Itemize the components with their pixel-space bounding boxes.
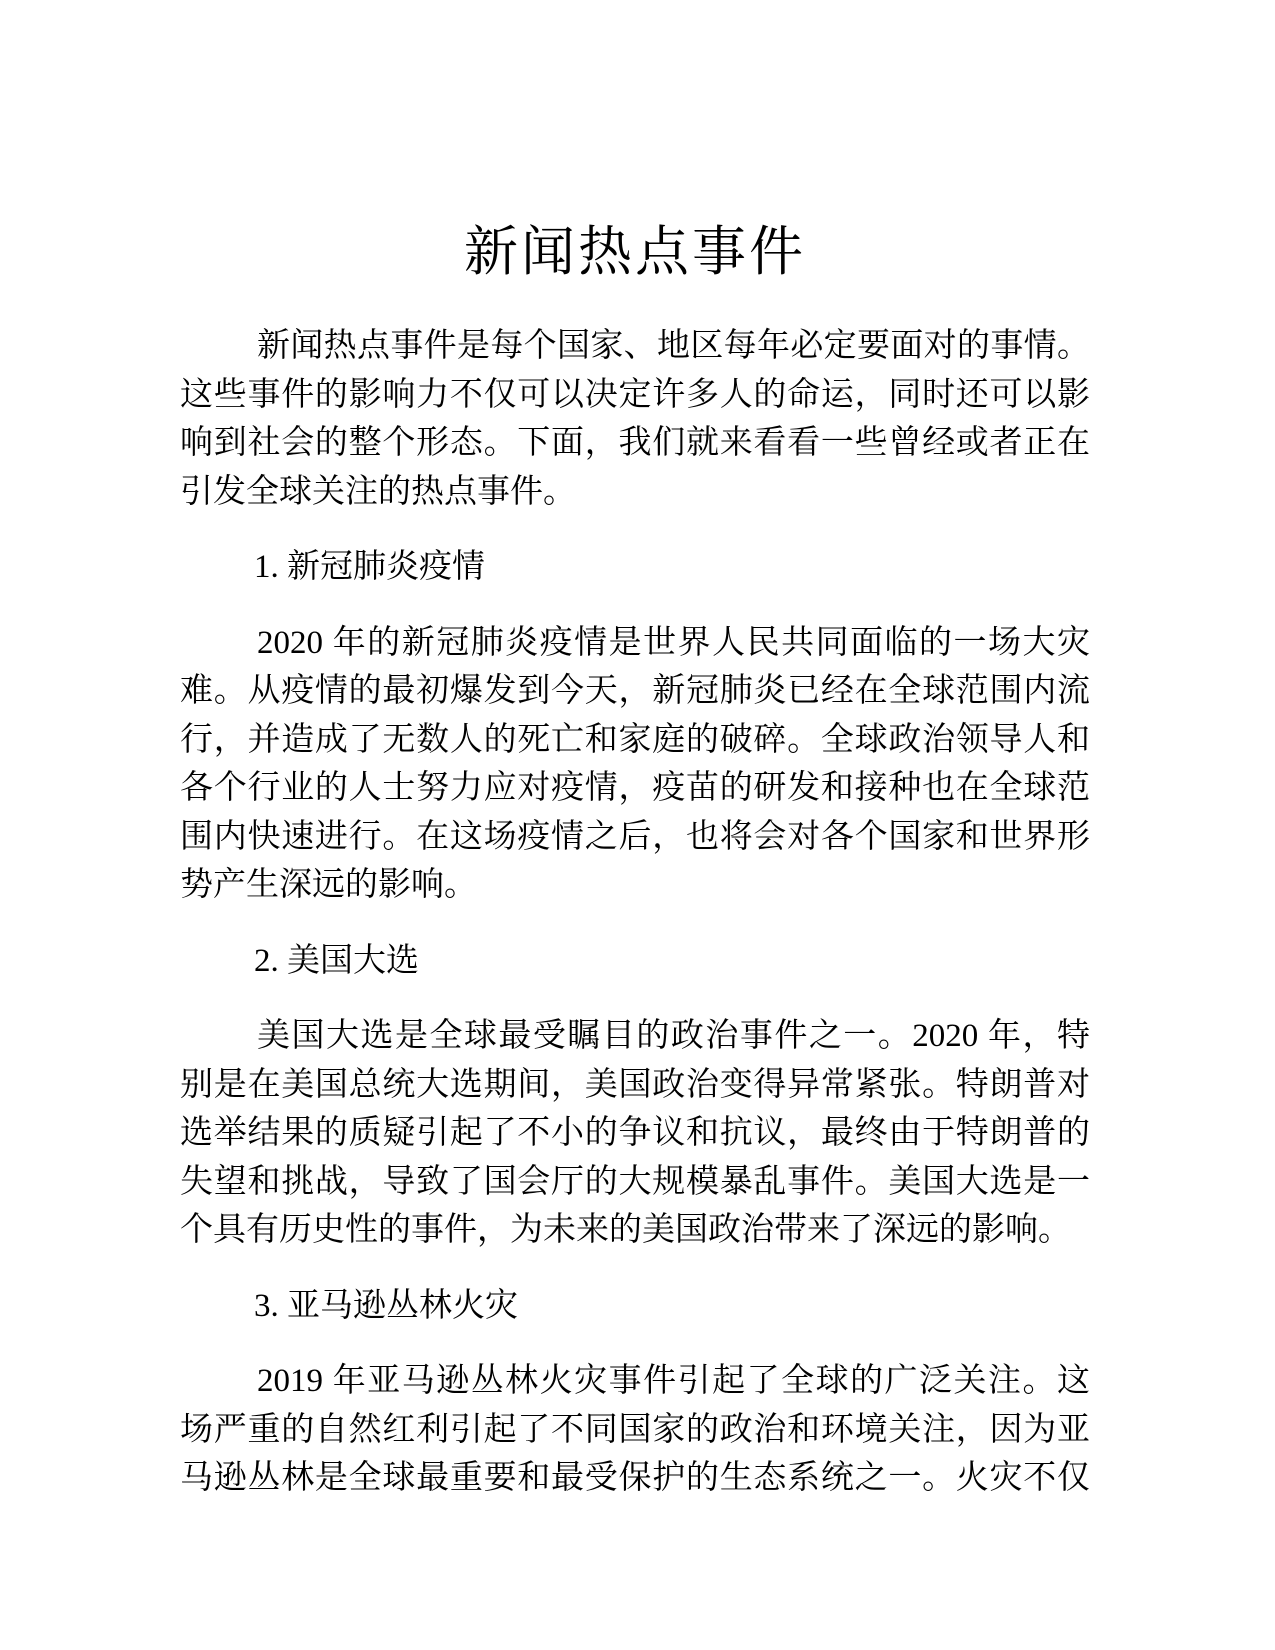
text-line: 场严重的自然红利引起了不同国家的政治和环境关注，因为亚 bbox=[180, 1411, 1090, 1448]
section-heading-amazon-fire: 3. 亚马逊丛林火灾 bbox=[254, 1287, 518, 1324]
text-line: 引发全球关注的热点事件。 bbox=[180, 473, 576, 510]
amazon-fire-paragraph bbox=[180, 1357, 1090, 1503]
text-line: 难。从疫情的最初爆发到今天，新冠肺炎已经在全球范围内流 bbox=[180, 673, 1090, 709]
text-line: 马逊丛林是全球最重要和最受保护的生态系统之一。火灾不仅 bbox=[180, 1460, 1090, 1496]
text-line: 个具有历史性的事件，为未来的美国政治带来了深远的影响。 bbox=[180, 1212, 1071, 1248]
election-paragraph bbox=[180, 1012, 1090, 1255]
intro-paragraph bbox=[180, 322, 1090, 516]
page-title: 新闻热点事件 bbox=[464, 222, 806, 282]
text-line: 各个行业的人士努力应对疫情，疫苗的研发和接种也在全球范 bbox=[180, 770, 1090, 806]
text-line: 别是在美国总统大选期间，美国政治变得异常紧张。特朗普对 bbox=[180, 1066, 1090, 1103]
text-line: 选举结果的质疑引起了不小的争议和抗议，最终由于特朗普的 bbox=[180, 1115, 1090, 1151]
text-line: 这些事件的影响力不仅可以决定许多人的命运，同时还可以影 bbox=[180, 376, 1090, 413]
text-line: 美国大选是全球最受瞩目的政治事件之一。2020 年，特 bbox=[257, 1018, 1090, 1054]
section-heading-election: 2. 美国大选 bbox=[254, 942, 419, 979]
text-line: 2020 年的新冠肺炎疫情是世界人民共同面临的一场大灾 bbox=[257, 624, 1090, 661]
text-line: 势产生深远的影响。 bbox=[180, 867, 477, 903]
section-heading-covid: 1. 新冠肺炎疫情 bbox=[254, 549, 485, 585]
text-line: 2019 年亚马逊丛林火灾事件引起了全球的广泛关注。这 bbox=[257, 1363, 1090, 1399]
text-line: 围内快速进行。在这场疫情之后，也将会对各个国家和世界形 bbox=[180, 818, 1090, 855]
text-line: 响到社会的整个形态。下面，我们就来看看一些曾经或者正在 bbox=[180, 425, 1090, 461]
text-line: 失望和挑战，导致了国会厅的大规模暴乱事件。美国大选是一 bbox=[180, 1163, 1090, 1200]
text-line: 新闻热点事件是每个国家、地区每年必定要面对的事情。 bbox=[257, 328, 1090, 364]
covid-paragraph bbox=[180, 619, 1090, 910]
text-line: 行，并造成了无数人的死亡和家庭的破碎。全球政治领导人和 bbox=[180, 721, 1090, 758]
